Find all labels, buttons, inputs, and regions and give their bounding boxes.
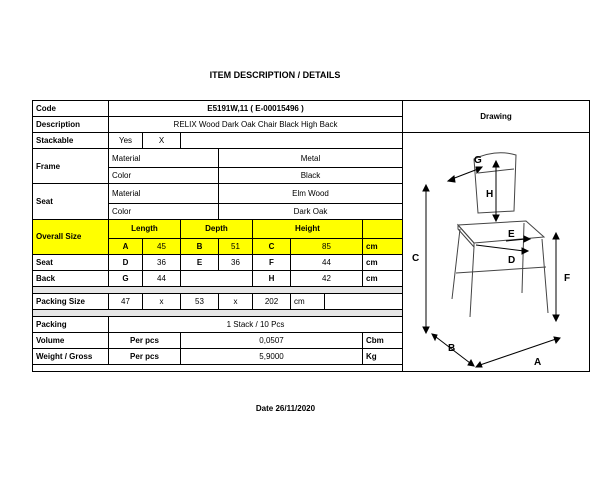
overall-a-letter: A xyxy=(109,239,143,255)
back-g-letter: G xyxy=(109,271,143,287)
packing-label: Packing xyxy=(33,317,109,333)
stackable-yes: Yes xyxy=(109,133,143,149)
row-gap-3 xyxy=(33,365,590,372)
chair-drawing xyxy=(406,133,593,371)
packing-size-x2: x xyxy=(219,294,253,310)
overall-b-value: 51 xyxy=(219,239,253,255)
arrow-b-head-r xyxy=(468,360,474,366)
packing-size-x1: x xyxy=(143,294,181,310)
stackable-label: Stackable xyxy=(33,133,109,149)
overall-size-label: Overall Size xyxy=(33,219,109,254)
seat-d-value: 36 xyxy=(143,255,181,271)
seat-label: Seat xyxy=(33,184,109,219)
back-dims-label: Back xyxy=(33,271,109,287)
code-value: E5191W,11 ( E-00015496 ) xyxy=(109,101,403,117)
arrow-d xyxy=(476,245,524,251)
code-label: Code xyxy=(33,101,109,117)
overall-unit: cm xyxy=(363,239,403,255)
arrow-c-head-b xyxy=(423,327,429,333)
seat-e-letter: E xyxy=(181,255,219,271)
arrow-b-head-l xyxy=(432,334,437,340)
volume-value: 0,0507 xyxy=(181,333,363,349)
volume-unit: Cbm xyxy=(363,333,403,349)
arrow-e-head xyxy=(524,236,530,242)
chair-leg-1 xyxy=(452,229,460,299)
seat-color-label: Color xyxy=(109,203,219,219)
arrow-h-head-b xyxy=(493,215,499,221)
stackable-empty xyxy=(181,133,403,149)
drawing-area xyxy=(403,133,590,372)
letter-e: E xyxy=(508,229,515,240)
seat-d-letter: D xyxy=(109,255,143,271)
description-label: Description xyxy=(33,117,109,133)
overall-c-value: 85 xyxy=(291,239,363,255)
gap-cell-3 xyxy=(33,365,590,372)
overall-a-value: 45 xyxy=(143,239,181,255)
length-label: Length xyxy=(109,219,181,238)
packing-size-empty xyxy=(325,294,403,310)
arrow-c-head-t xyxy=(423,185,429,191)
chair-stretcher xyxy=(456,267,546,273)
arrow-g-head-r xyxy=(476,167,482,173)
arrow-f-head-t xyxy=(553,233,559,239)
row-code xyxy=(33,101,590,117)
back-g-value: 44 xyxy=(143,271,181,287)
seat-material-value: Elm Wood xyxy=(219,184,403,203)
seat-e-value: 36 xyxy=(219,255,253,271)
seat-color-value: Dark Oak xyxy=(219,203,403,219)
letter-d: D xyxy=(508,255,516,266)
letter-c: C xyxy=(412,253,420,264)
letter-g: G xyxy=(474,155,482,166)
letter-b: B xyxy=(448,343,456,354)
chair-leg-4 xyxy=(522,223,524,293)
letter-h: H xyxy=(486,189,494,200)
volume-per: Per pcs xyxy=(109,333,181,349)
chair-seat-edge xyxy=(458,225,474,247)
frame-material-value: Metal xyxy=(219,149,403,168)
packing-size-height: 202 xyxy=(253,294,291,310)
frame-material-label: Material xyxy=(109,149,219,168)
chair-leg-2 xyxy=(470,247,474,317)
packing-size-length: 47 xyxy=(109,294,143,310)
back-h-letter: H xyxy=(253,271,291,287)
height-label: Height xyxy=(253,219,363,238)
arrow-g xyxy=(452,169,478,179)
frame-label: Frame xyxy=(33,149,109,184)
packing-value: 1 Stack / 10 Pcs xyxy=(109,317,403,333)
seat-dims-label: Seat xyxy=(33,255,109,271)
document-title: ITEM DESCRIPTION / DETAILS xyxy=(209,70,341,80)
letter-a: A xyxy=(534,357,542,368)
arrow-d-head xyxy=(522,248,528,254)
overall-b-letter: B xyxy=(181,239,219,255)
drawing-header: Drawing xyxy=(403,101,590,133)
arrow-a-head-r xyxy=(554,337,560,343)
weight-per: Per pcs xyxy=(109,349,181,365)
arrow-a xyxy=(480,339,556,365)
back-dims-empty xyxy=(181,271,253,287)
overall-c-letter: C xyxy=(253,239,291,255)
chair-leg-3 xyxy=(542,239,548,313)
packing-size-width: 53 xyxy=(181,294,219,310)
seat-f-letter: F xyxy=(253,255,291,271)
seat-f-value: 44 xyxy=(291,255,363,271)
description-value: RELIX Wood Dark Oak Chair Black High Back xyxy=(109,117,403,133)
letter-f: F xyxy=(564,273,571,284)
stackable-mark: X xyxy=(143,133,181,149)
packing-size-unit: cm xyxy=(291,294,325,310)
seat-dims-unit: cm xyxy=(363,255,403,271)
overall-header-empty xyxy=(363,219,403,238)
volume-label: Volume xyxy=(33,333,109,349)
seat-material-label: Material xyxy=(109,184,219,203)
back-dims-unit: cm xyxy=(363,271,403,287)
document-date: Date 26/11/2020 xyxy=(255,404,316,413)
frame-color-label: Color xyxy=(109,168,219,184)
arrow-h-head-t xyxy=(493,161,499,167)
gap-cell-1 xyxy=(33,287,403,294)
depth-label: Depth xyxy=(181,219,253,238)
gap-cell-2 xyxy=(33,310,403,317)
arrow-g-head-l xyxy=(448,176,455,182)
weight-label: Weight / Gross xyxy=(33,349,109,365)
row-stackable xyxy=(33,133,590,149)
weight-value: 5,9000 xyxy=(181,349,363,365)
spec-table xyxy=(32,100,590,372)
weight-unit: Kg xyxy=(363,349,403,365)
frame-color-value: Black xyxy=(219,168,403,184)
back-h-value: 42 xyxy=(291,271,363,287)
arrow-f-head-b xyxy=(553,315,559,321)
packing-size-label: Packing Size xyxy=(33,294,109,310)
